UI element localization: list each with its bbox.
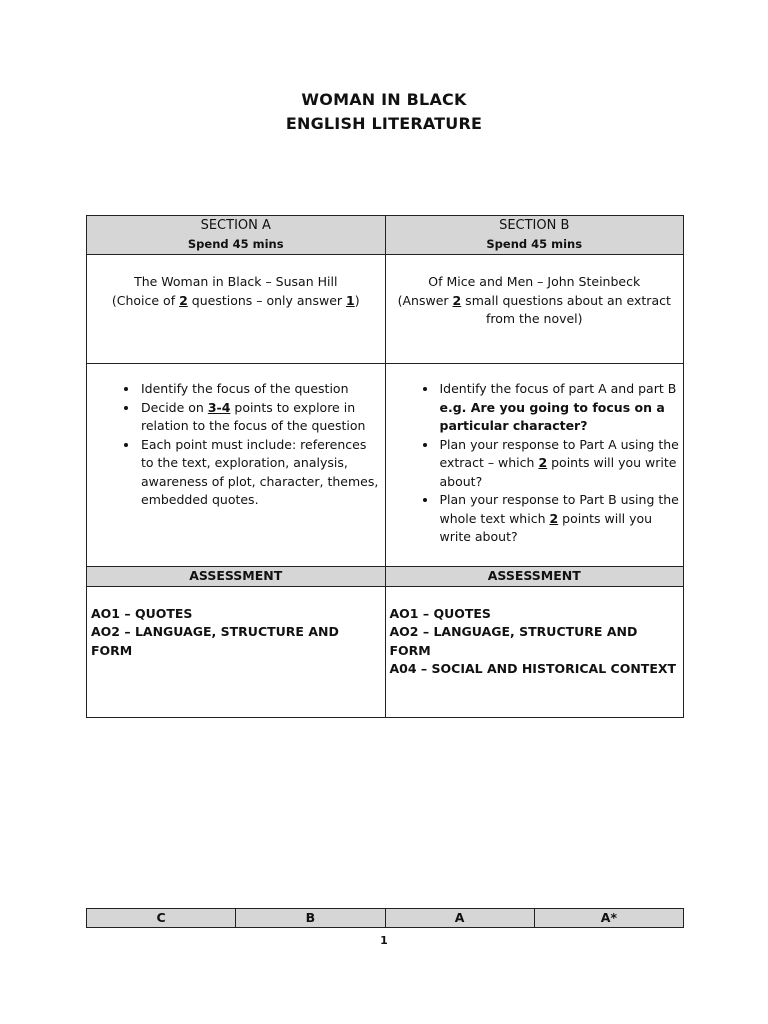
section-b-bullet <box>438 436 680 492</box>
document-title: WOMAN IN BLACK <box>301 90 467 109</box>
points-number: 2 <box>538 455 548 470</box>
bullet-text: Plan your response to Part A using the extract – which <box>439 436 679 470</box>
section-a-heading: SECTION A <box>200 218 271 233</box>
ao4-item: A04 – SOCIAL AND HISTORICAL CONTEXT <box>389 661 677 676</box>
choice-number: 2 <box>179 292 188 308</box>
section-a-choice <box>93 292 379 311</box>
bullet-text: Identify the focus of part A and part B <box>439 381 677 396</box>
section-b-header <box>385 216 684 255</box>
grade-cell: A <box>385 909 534 928</box>
answer-text: small questions about an extract from the novel) <box>461 292 671 326</box>
ao2-item: AO2 – LANGUAGE, STRUCTURE AND FORM <box>91 624 339 658</box>
points-number: 2 <box>549 510 559 526</box>
ao1-item: AO1 – QUOTES <box>91 605 193 621</box>
section-b-assessment <box>385 586 684 717</box>
bullet-text: points to explore in relation to the focus of the question <box>141 399 366 433</box>
section-b-assessment-heading: ASSESSMENT <box>385 567 684 587</box>
section-b-guidance <box>385 364 684 567</box>
sections-table <box>86 215 684 718</box>
section-a-bullet: • Identify the focus of the question <box>139 380 381 399</box>
section-a-text-title: The Woman in Black – Susan Hill <box>134 274 338 289</box>
section-b-bullet <box>438 491 680 547</box>
section-a-assessment <box>87 586 386 717</box>
bullet-text: points will you write about? <box>439 455 677 489</box>
section-b-heading: SECTION B <box>499 218 570 233</box>
section-a-bullet <box>139 399 381 436</box>
answer-number: 2 <box>452 292 462 308</box>
answer-number: 1 <box>346 292 355 308</box>
grade-cell: A* <box>534 909 683 928</box>
section-b-bullet <box>438 380 680 436</box>
grade-cell: C <box>87 909 236 928</box>
choice-text: questions – only answer <box>187 292 347 308</box>
choice-text: (Choice of <box>111 292 180 308</box>
section-a-assessment-heading: ASSESSMENT <box>87 567 386 587</box>
section-a-guidance <box>87 364 386 567</box>
section-a-header <box>87 216 386 255</box>
bullet-emphasis: e.g. Are you going to focus on a particular character? <box>439 399 665 433</box>
section-a-bullet: • Each point must include: references to the text, exploration, analysis, awareness of plot, character, themes, embedded quotes. <box>139 436 381 510</box>
document-subtitle: ENGLISH LITERATURE <box>285 114 483 133</box>
section-b-text-title: Of Mice and Men – John Steinbeck <box>428 274 641 289</box>
page-number: 1 <box>380 934 388 947</box>
section-a-intro <box>87 255 386 364</box>
choice-text: ) <box>354 292 360 308</box>
section-a-time: Spend 45 mins <box>187 237 284 251</box>
points-number: 3-4 <box>207 399 231 415</box>
bullet-text: Plan your response to Part B using the whole text which <box>439 492 679 526</box>
bullet-text: Decide on <box>141 399 208 415</box>
grades-table <box>86 908 684 928</box>
answer-text: (Answer <box>397 292 453 308</box>
section-b-time: Spend 45 mins <box>486 237 583 251</box>
ao1-item: AO1 – QUOTES <box>389 605 491 621</box>
ao2-item: AO2 – LANGUAGE, STRUCTURE AND FORM <box>389 624 638 658</box>
bullet-text: points will you write about? <box>439 510 653 544</box>
grade-cell: B <box>236 909 385 928</box>
section-b-intro <box>385 255 684 364</box>
section-b-answer <box>392 292 678 329</box>
